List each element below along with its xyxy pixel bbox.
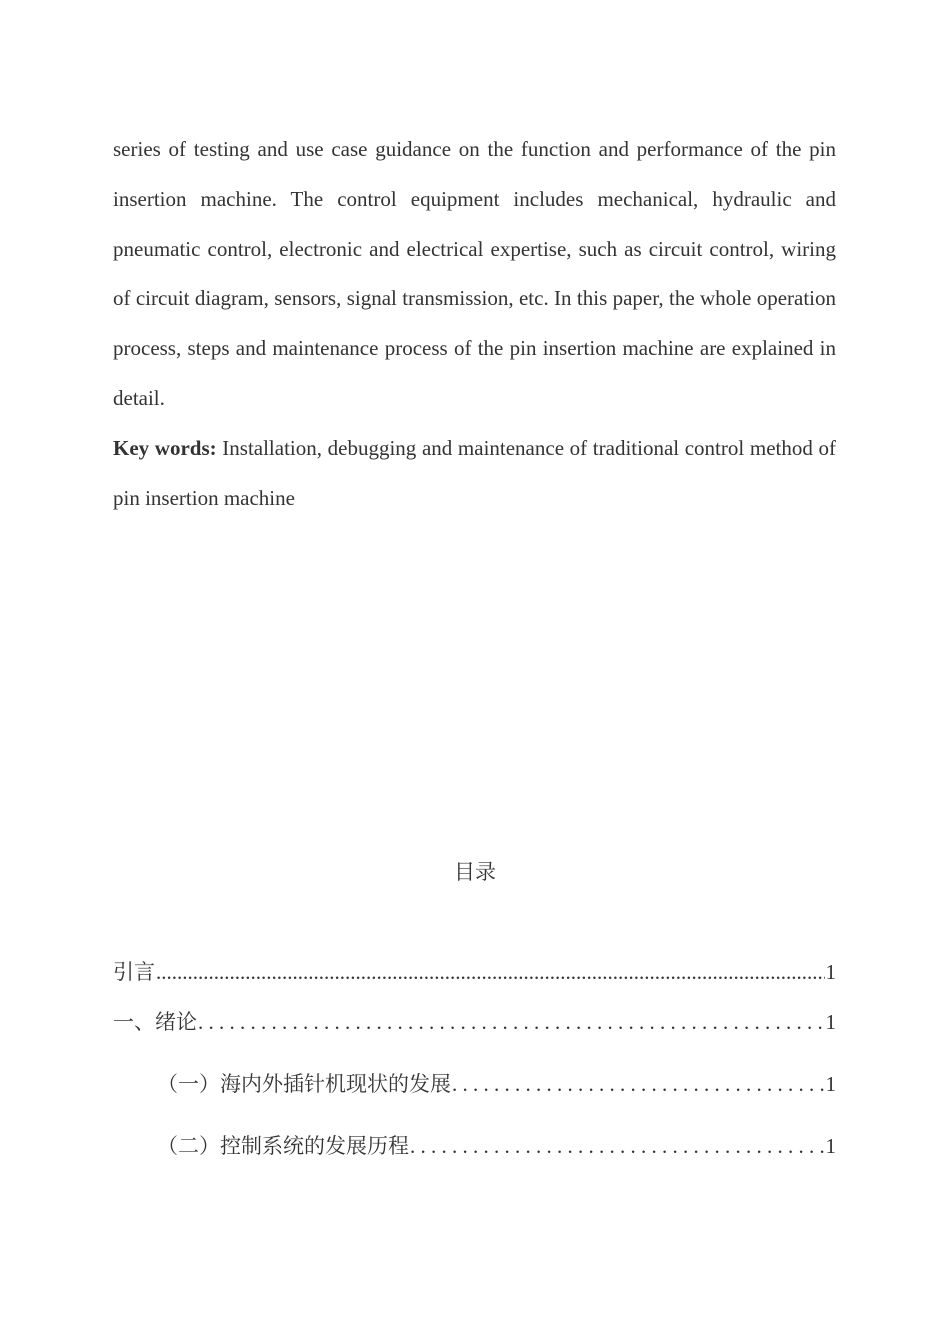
toc-entry-chapter-1[interactable]	[113, 1007, 836, 1037]
toc-leader-dots	[198, 1007, 825, 1037]
toc-entry-label: （一）海内外插针机现状的发展	[157, 1072, 451, 1096]
toc-page-number: 1	[825, 1072, 836, 1096]
toc-entry-section-1-2[interactable]	[157, 1131, 836, 1161]
abstract-paragraph: series of testing and use case guidance on the function and performance of the pin insertion machine. The control equipment includes mechanical, hydraulic and pneumatic control, electronic and electrical expertise, such as circuit control, wiring of circuit diagram, sensors, signal transmission, etc. In this paper, the whole operation process, steps and maintenance process of the pin insertion machine are explained in detail.	[113, 137, 836, 410]
toc-entry-label: 一、绪论	[113, 1010, 197, 1034]
toc-entry-label: 引言	[113, 960, 155, 984]
keywords-text: Installation, debugging and maintenance of traditional control method of pin insertion machine	[113, 436, 836, 510]
toc-title: 目录	[454, 860, 496, 884]
toc-leader-dots	[410, 1131, 825, 1161]
toc-leader-dots	[452, 1069, 825, 1099]
toc-page-number: 1	[825, 1010, 836, 1034]
toc-page-number: 1	[825, 1134, 836, 1158]
toc-leader-dots	[156, 957, 825, 987]
toc-entry-introduction[interactable]	[113, 957, 836, 987]
toc-entry-label: （二）控制系统的发展历程	[157, 1134, 409, 1158]
keywords-label: Key words:	[113, 436, 217, 460]
keywords-paragraph	[113, 424, 836, 524]
toc-entry-section-1-1[interactable]	[157, 1069, 836, 1099]
toc-page-number: 1	[825, 960, 836, 984]
